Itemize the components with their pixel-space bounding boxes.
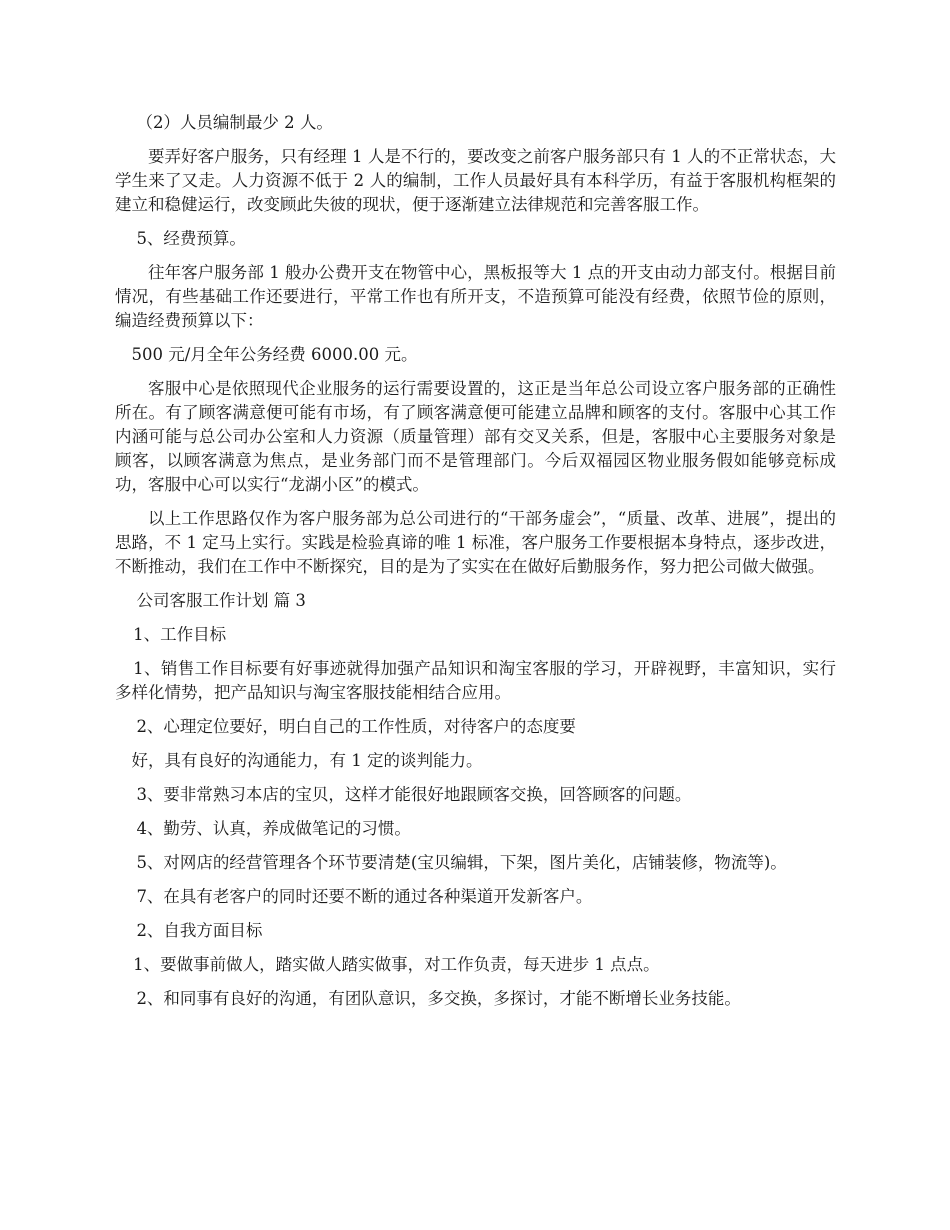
paragraph-goal-7: 7、在具有老客户的同时还要不断的通过各种渠道开发新客户。 [136, 887, 593, 906]
paragraph-self-1: 1、要做事前做人，踏实做人踏实做事，对工作负责，每天进步 1 点点。 [133, 955, 660, 974]
paragraph-goal-3: 3、要非常熟习本店的宝贝，这样才能很好地跟顾客交换，回答顾客的问题。 [136, 785, 692, 804]
paragraph-budget-body: 往年客户服务部 1 般办公费开支在物管中心，黑板报等大 1 点的开支由动力部支付。根据目前情况，有些基础工作还要进行，平常工作也有所开支，不造预算可能没有经费，依照节俭的原则，编造经费预算以下： [115, 263, 836, 330]
paragraph-goal-1: 1、销售工作目标要有好事迹就得加强产品知识和淘宝客服的学习，开辟视野，丰富知识，实行多样化情势，把产品知识与淘宝客服技能相结合应用。 [115, 659, 836, 702]
paragraph-budget-amount: 500 元/月全年公务经费 6000.00 元。 [131, 345, 418, 364]
paragraph-staffing-heading: （2）人员编制最少 2 人。 [136, 113, 333, 132]
paragraph-service-center: 客服中心是依照现代企业服务的运行需要设置的，这正是当年总公司设立客户服务部的正确性所在。有了顾客满意便可能有市场，有了顾客满意便可能建立品牌和顾客的支付。客服中心其工作内涵可能与总公司办公室和人力资源（质量管理）部有交叉关系，但是，客服中心主要服务对象是顾客，以顾客满意为焦点，是业务部门而不是管理部门。今后双福园区物业服务假如能够竞标成功，客服中心可以实行“龙湖小区”的模式。 [115, 379, 836, 494]
paragraph-goal-4: 4、勤劳、认真，养成做笔记的习惯。 [136, 819, 411, 838]
paragraph-staffing-body: 要弄好客户服务，只有经理 1 人是不行的，要改变之前客户服务部只有 1 人的不正常状态，大学生来了又走。人力资源不低于 2 人的编制，工作人员最好具有本科学历，有益于客服机构框架的建立和稳健运行，改变顾此失彼的现状，便于逐渐建立法律规范和完善客服工作。 [115, 147, 836, 214]
section-title-plan-3: 公司客服工作计划 篇 3 [136, 591, 306, 610]
paragraph-goal-heading: 1、工作目标 [133, 625, 227, 644]
paragraph-goal-2-cont: 好，具有良好的沟通能力，有 1 定的谈判能力。 [131, 751, 483, 770]
paragraph-self-heading: 2、自我方面目标 [136, 921, 263, 940]
paragraph-goal-5: 5、对网店的经营管理各个环节要清楚(宝贝编辑，下架，图片美化，店铺装修，物流等)。 [136, 853, 787, 872]
paragraph-budget-heading: 5、经费预算。 [136, 229, 246, 248]
paragraph-self-2: 2、和同事有良好的沟通，有团队意识，多交换，多探讨，才能不断增长业务技能。 [136, 989, 741, 1008]
paragraph-summary: 以上工作思路仅作为客户服务部为总公司进行的“干部务虚会”，“质量、改革、进展”，提出的思路，不 1 定马上实行。实践是检验真谛的唯 1 标准，客户服务工作要根据本身特点，逐步改进，不断推动，我们在工作中不断探究，目的是为了实实在在做好后勤服务作，努力把公司做大做强。 [115, 509, 836, 576]
paragraph-goal-2: 2、心理定位要好，明白自己的工作性质，对待客户的态度要 [136, 717, 576, 736]
